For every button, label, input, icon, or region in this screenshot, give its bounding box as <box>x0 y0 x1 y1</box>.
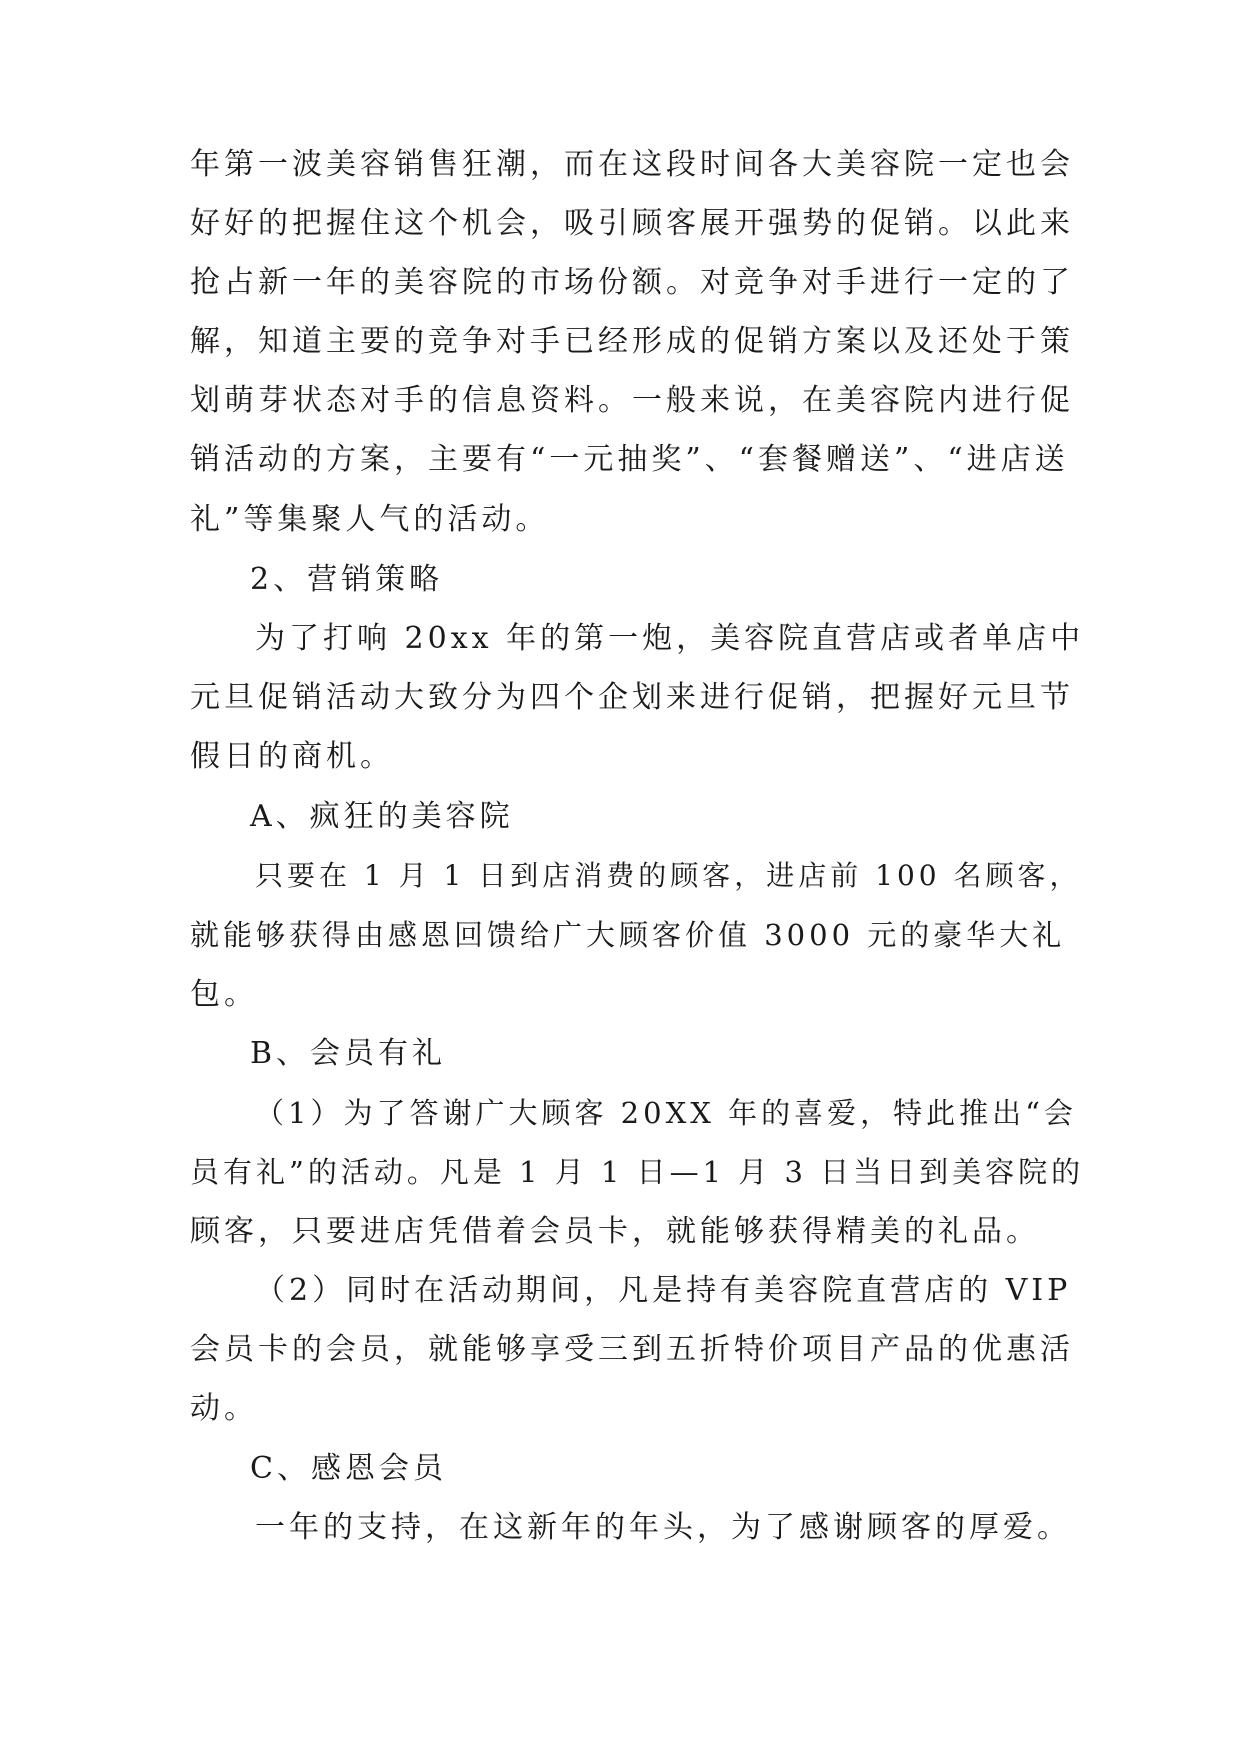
subsection-heading: B、会员有礼 <box>250 1036 447 1071</box>
body-line: 为了打响 20xx 年的第一炮，美容院直营店或者单店中 <box>255 621 1085 656</box>
body-line: 动。 <box>190 1391 258 1426</box>
body-line: 包。 <box>190 977 258 1012</box>
body-line: 销活动的方案，主要有“一元抽奖”、“套餐赠送”、“进店送 <box>190 442 1069 477</box>
body-line: 划萌芽状态对手的信息资料。一般来说，在美容院内进行促 <box>190 383 1074 418</box>
body-line: 好好的把握住这个机会，吸引顾客展开强势的促销。以此来 <box>190 206 1074 241</box>
body-line: 年第一波美容销售狂潮，而在这段时间各大美容院一定也会 <box>190 147 1074 182</box>
body-line: 解，知道主要的竞争对手已经形成的促销方案以及还处于策 <box>190 324 1074 359</box>
body-line: 只要在 1 月 1 日到店消费的顾客，进店前 100 名顾客， <box>255 859 1082 892</box>
body-line: 礼”等集聚人气的活动。 <box>190 502 550 537</box>
body-line: 就能够获得由感恩回馈给广大顾客价值 3000 元的豪华大礼 <box>190 918 1066 952</box>
subsection-heading: A、疯狂的美容院 <box>250 799 514 834</box>
body-line: 元旦促销活动大致分为四个企划来进行促销，把握好元旦节 <box>190 680 1074 715</box>
body-line: （1）为了答谢广大顾客 20XX 年的喜爱，特此推出“会 <box>255 1096 1077 1130</box>
body-line: （2）同时在活动期间，凡是持有美容院直营店的 VIP <box>255 1273 1072 1308</box>
body-line: 会员卡的会员，就能够享受三到五折特价项目产品的优惠活 <box>190 1332 1074 1367</box>
body-line: 抢占新一年的美容院的市场份额。对竞争对手进行一定的了 <box>190 265 1074 300</box>
body-line: 假日的商机。 <box>190 739 394 774</box>
subsection-heading: C、感恩会员 <box>250 1451 447 1486</box>
section-heading: 2、营销策略 <box>250 562 444 597</box>
body-line: 顾客，只要进店凭借着会员卡，就能够获得精美的礼品。 <box>190 1214 1040 1249</box>
body-line: 一年的支持，在这新年的年头，为了感谢顾客的厚爱。 <box>255 1510 1071 1545</box>
body-line: 员有礼”的活动。凡是 1 月 1 日—1 月 3 日当日到美容院的 <box>190 1155 1085 1189</box>
